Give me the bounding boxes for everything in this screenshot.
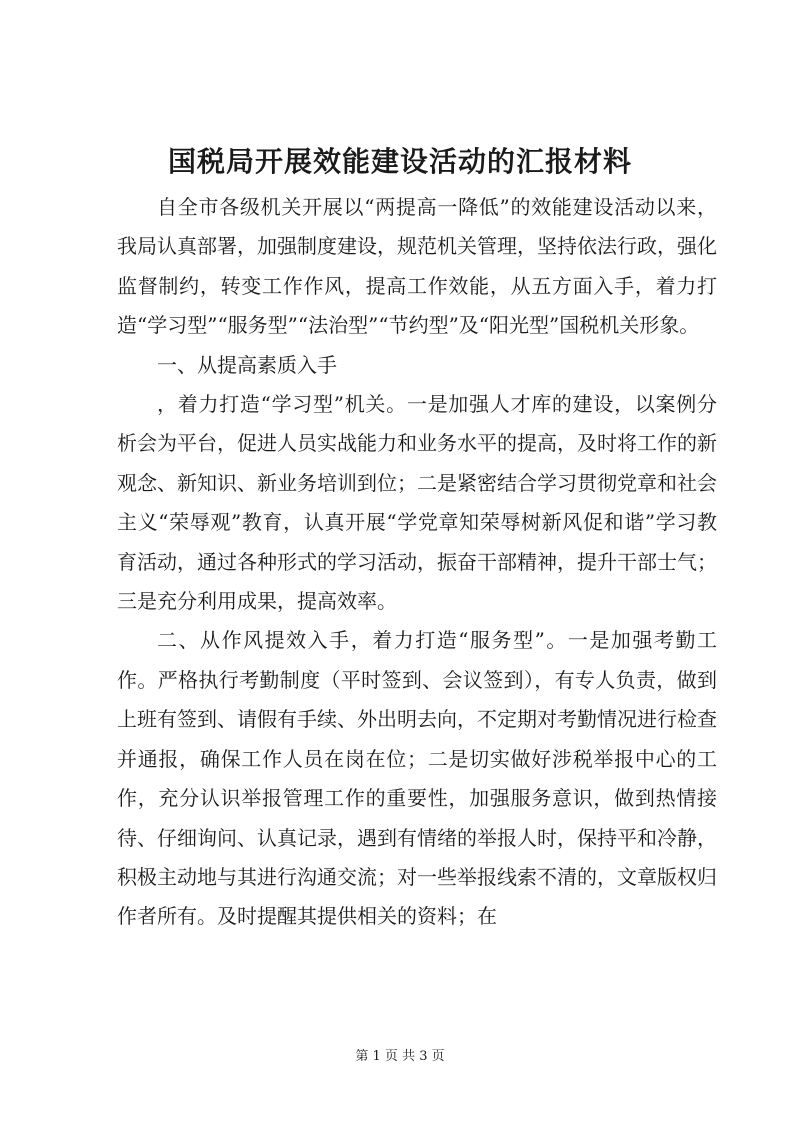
paragraph-heading-one: 一、从提高素质入手 — [157, 352, 337, 377]
page-number-footer: 第 1 页 共 3 页 — [355, 1049, 445, 1064]
paragraph-service: 二、从作风提效入手，着力打造“服务型”。一是加强考勤工作。严格执行考勤制度（平时签到、会议签到），有专人负责，做到上班有签到、请假有手续、外出明去向，不定期对考勤情况进行检查并通报，确保工作人员在岗在位；二是切实做好涉税举报中心的工作，充分认识举报管理工作的重要性，加强服务意识，做到热情接待、仔细询问、认真记录，遇到有情绪的举报人时，保持平和冷静，积极主动地与其进行沟通交流；对一些举报线索不清的，文章版权归作者所有。及时提醒其提供相关的资料；在 — [117, 628, 717, 929]
paragraph-learning: ，着力打造“学习型”机关。一是加强人才库的建设，以案例分析会为平台，促进人员实战能力和业务水平的提高，及时将工作的新观念、新知识、新业务培训到位；二是紧密结合学习贯彻党章和社会主义“荣辱观”教育，认真开展“学党章知荣辱树新风促和谐”学习教育活动，通过各种形式的学习活动，振奋干部精神，提升干部士气；三是充分利用成果，提高效率。 — [117, 392, 717, 614]
document-body — [117, 188, 717, 937]
document-title: 国税局开展效能建设活动的汇报材料 — [167, 145, 632, 178]
paragraph-intro: 自全市各级机关开展以“两提高一降低”的效能建设活动以来，我局认真部署，加强制度建设，规范机关管理，坚持依法行政，强化监督制约，转变工作作风，提高工作效能，从五方面入手，着力打造“学习型”“服务型”“法治型”“节约型”及“阳光型”国税机关形象。 — [117, 195, 717, 338]
